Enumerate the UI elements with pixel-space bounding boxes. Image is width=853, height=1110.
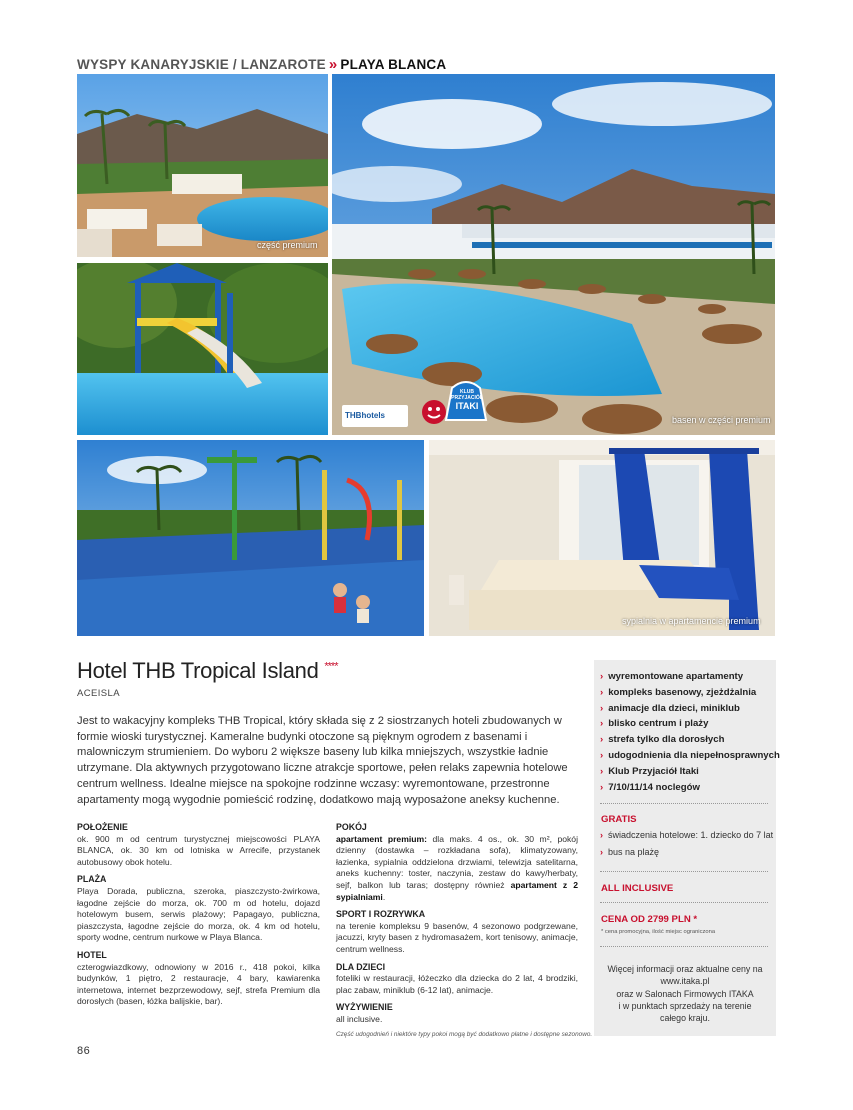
kids-heading: DLA DZIECI [336, 961, 386, 972]
page-number: 86 [77, 1045, 91, 1057]
photo-splash-pad [77, 440, 424, 636]
gratis-heading: GRATIS [601, 814, 637, 825]
hotel-description: Jest to wakacyjny kompleks THB Tropical, który składa się z 2 siostrzanych hoteli zbudowanych w formie wioski turystycznej. Kameralne budynki otoczone są pięknym ogrodem z basenami i malowniczym strumieniem. Do wyboru 2 większe baseny lub kilka mniejszych, wszystkie ładnie utrzymane. Dla aktywnych przygotowano liczne atrakcje sportowe, pełen relaks zapewnia hotelowe centrum wellness. Idealne miejsce na spokojne rodzinne wczasy: wyremontowane, przestronne apartamenty mogą wygodnie pomieścić rodzinę, dodatkowo mają wyposażone aneksy kuchenne. [77, 715, 568, 806]
beach-heading: PLAŻA [77, 874, 107, 885]
board-text: all inclusive. [336, 1013, 383, 1024]
details-left-column [77, 822, 320, 1008]
chevron-right-icon: › [600, 749, 604, 761]
divider [600, 803, 768, 804]
feature-list [600, 669, 780, 795]
klub-line-2: PRZYJACIÓŁ [451, 395, 483, 401]
chevron-right-icon: › [600, 702, 604, 714]
room-heading: POKÓJ [336, 822, 367, 832]
breadcrumb [77, 56, 446, 73]
room-description: dla maks. 4 os., ok. 30 m², pokój dzienny (dostawka – rozkładana sofa), klimatyzowany, łazienka, sypialnia oddzielona drzwiami, telewizja satelitarna, aneks kuchenny: toster, naczynia, zestaw do kawy/herbaty, sejf, balkon lub taras; dostępny również [336, 833, 578, 890]
room-text: apartament premium: dla maks. 4 os., ok. 30 m², pokój dzienny (dostawka – rozkładana sofa), klimatyzowany, łazienka, sypialnia oddzielona drzwiami, telewizja satelitarna, aneks kuchenny: toster, naczynia, zestaw do kawy/herbaty, sejf, balkon lub taras; dostępny również apartament z 2 sypialniami. [336, 833, 578, 902]
photo-premium-area [77, 74, 328, 257]
board-heading: WYŻYWIENIE [336, 1002, 393, 1013]
hotel-text: czterogwiazdkowy, odnowiony w 2016 r., 418 pokoi, kilka budynków, 1 piętro, 2 restauracje, 4 bary, kawiarenka internetowa, internet bezprzewodowy, sejf, strefa Premium dla dorosłych (basen, łóżka balijskie, bar). [77, 961, 320, 1007]
amenities-footnote: Część udogodnień i niektóre typy pokoi mogą być dodatkowo płatne i dostępne sezonowo. [336, 1030, 593, 1038]
chevron-right-icon: › [600, 830, 603, 840]
klub-line-3: ITAKI [455, 401, 479, 411]
breadcrumb-separator: » [328, 56, 338, 73]
chevron-right-icon: › [600, 847, 603, 857]
gratis-item: › bus na plażę [600, 847, 660, 857]
price: CENA OD 2799 PLN * [601, 914, 698, 925]
divider [600, 946, 768, 947]
chevron-right-icon: › [600, 671, 604, 682]
feature-item: › 7/10/11/14 noclegów [600, 781, 700, 793]
divider [600, 871, 768, 872]
hotel-heading: HOTEL [77, 949, 107, 960]
chevron-right-icon: › [600, 765, 604, 777]
feature-item: › strefa tylko dla dorosłych [600, 734, 725, 746]
feature-item: › blisko centrum i plaży [600, 718, 709, 730]
breadcrumb-place: PLAYA BLANCA [340, 57, 447, 72]
caption-bedroom: sypialnia w apartamencie premium [622, 616, 761, 626]
thb-hotels-logo [342, 405, 408, 427]
beach-text: Playa Dorada, publiczna, szeroka, piaszczysto-żwirkowa, łagodne zejście do morza, ok. 700 m od hotelu, dojazd hotelowym busem, serwis plażowy; Papagayo, publiczna, piaszczysta, łagodne zejście do morza, ok. 4 km od hotelu, sporty wodne, centrum nurkowe w Playa Blanca. [77, 885, 320, 943]
feature-item: › animacje dla dzieci, miniklub [600, 702, 740, 714]
caption-main-pool: basen w części premium [672, 415, 771, 425]
chevron-right-icon: › [600, 781, 604, 793]
details-right-column [336, 822, 593, 1039]
room-type-bold: apartament premium: [336, 833, 427, 844]
divider [600, 902, 768, 903]
thb-hotels-text: THBhotels [345, 411, 385, 420]
hotel-stars: **** [324, 660, 338, 673]
photo-water-slide [77, 263, 328, 435]
board-type: ALL INCLUSIVE [601, 883, 674, 894]
photo-bedroom [429, 440, 775, 636]
location-heading: POŁOŻENIE [77, 822, 128, 832]
price-note: * cena promocyjna, ilość miejsc ograniczona [601, 929, 716, 935]
sport-heading: SPORT I ROZRYWKA [336, 909, 426, 920]
caption-premium-area: część premium [257, 240, 318, 250]
klub-przyjaciol-itaki-badge [420, 376, 492, 428]
sport-text: na terenie kompleksu 9 basenów, 4 sezonowo podgrzewane, jacuzzi, kryty basen z hydromasażem, kort tenisowy, animacje, centrum wellness. [336, 920, 578, 954]
feature-item: › udogodnienia dla niepełnosprawnych [600, 749, 780, 761]
more-info: Więcej informacji oraz aktualne ceny na www.itaka.pl oraz w Salonach Firmowych ITAKA i w punktach sprzedaży na terenie całego kraju. [600, 963, 770, 1024]
hotel-title [77, 658, 337, 684]
feature-item: › kompleks basenowy, zjeżdżalnia [600, 686, 757, 698]
feature-item: › wyremontowane apartamenty [600, 671, 744, 682]
kids-text: foteliki w restauracji, łóżeczko dla dziecka do 2 lat, 4 brodziki, plac zabaw, miniklub (6-12 lat), animacje. [336, 973, 578, 995]
hotel-location: ACEISLA [77, 688, 120, 699]
hotel-name: Hotel THB Tropical Island [77, 658, 319, 683]
chevron-right-icon: › [600, 734, 604, 746]
chevron-right-icon: › [600, 686, 604, 698]
feature-item: › Klub Przyjaciół Itaki [600, 765, 699, 777]
location-text: ok. 900 m od centrum turystycznej miejscowości PLAYA BLANCA, ok. 30 km od lotniska w Arrecife, przystanek autobusowy obok hotelu. [77, 833, 320, 867]
photo-main-pool [332, 74, 775, 435]
room-alt-bold: apartament z 2 sypialniami [336, 879, 578, 902]
klub-line-1: KLUB [460, 389, 474, 395]
gratis-item: › świadczenia hotelowe: 1. dziecko do 7 lat [600, 830, 774, 840]
chevron-right-icon: › [600, 718, 604, 730]
breadcrumb-region: WYSPY KANARYJSKIE / LANZAROTE [77, 57, 326, 72]
website-link[interactable]: www.itaka.pl [660, 976, 710, 987]
